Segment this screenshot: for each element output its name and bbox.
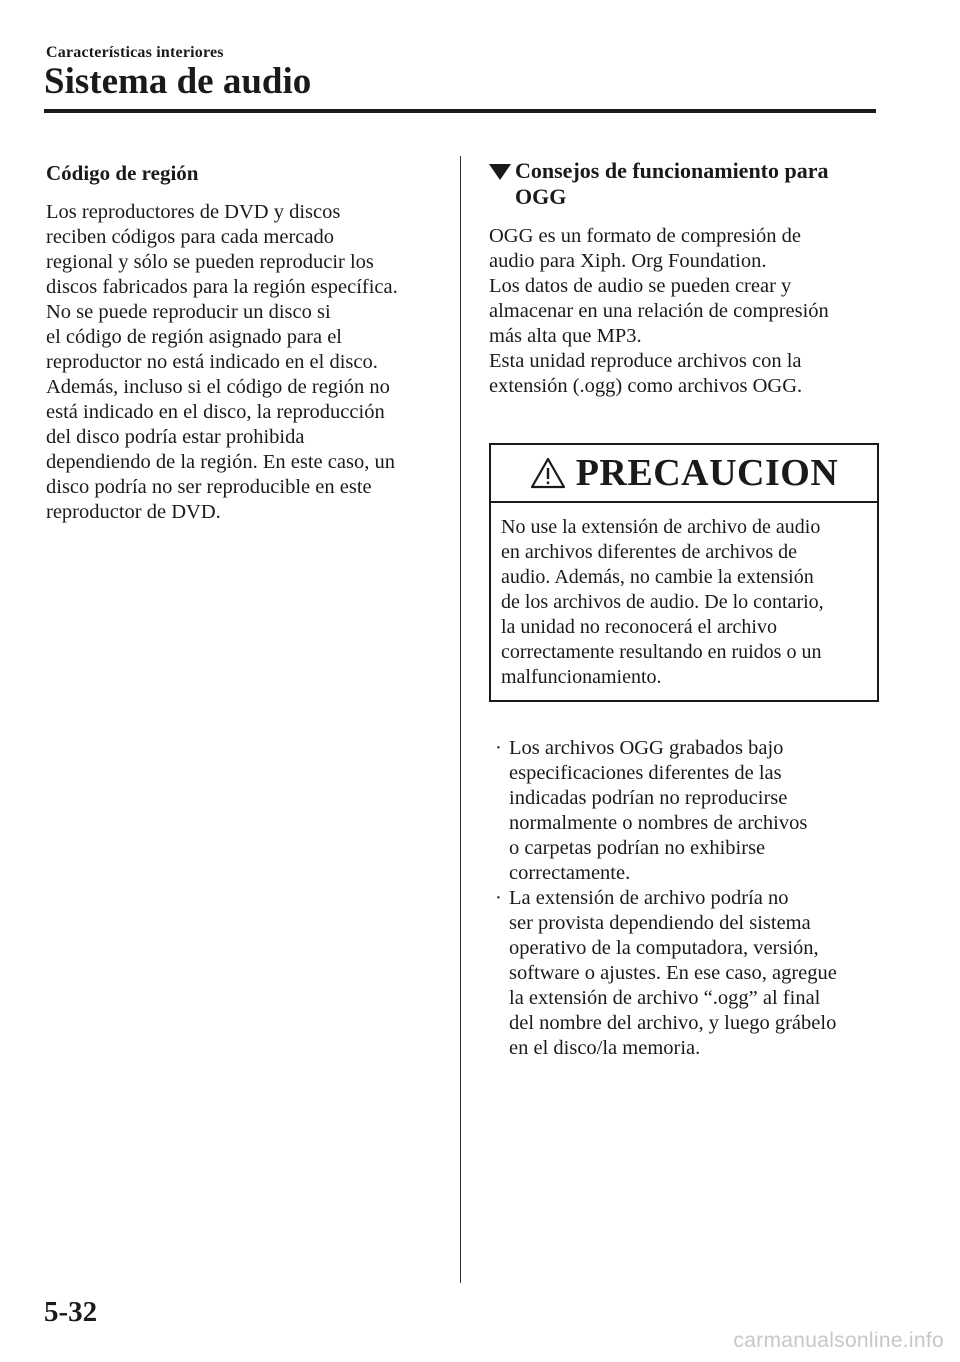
list-item-text: La extensión de archivo podría no ser provista dependiendo del sistema operativo de la computadora, versión, software o ajustes. En ese caso, agregue la extensión de archivo “.ogg” al final del nombre del archivo, y luego grábelo en el disco/la memoria. [509,887,837,1059]
warning-icon [530,457,566,489]
triangle-marker-icon [489,164,511,180]
ogg-tips-heading [489,158,879,210]
caution-box [489,443,879,702]
ogg-notes-list [489,736,879,1061]
title-rule [44,109,876,113]
ogg-intro-paragraph: OGG es un formato de compresión de audio para Xiph. Org Foundation. Los datos de audio se pueden crear y almacenar en una relación de compresión más alta que MP3. Esta unidad reproduce archivos con la extensión (.ogg) como archivos OGG. [489,225,829,397]
section-kicker: Características interiores [46,44,224,61]
caution-title: PRECAUCION [575,452,839,494]
bullet-icon: · [495,887,502,909]
caution-header [491,445,877,503]
right-column [489,158,879,1061]
left-column [46,158,438,525]
page-number: 5-32 [44,1296,98,1328]
watermark: carmanualsonline.info [733,1329,944,1352]
ogg-tips-title: Consejos de funcionamiento para OGG [515,158,829,209]
list-item [489,736,879,886]
region-code-heading: Código de región [46,161,199,185]
bullet-icon: · [495,737,502,759]
caution-text: No use la extensión de archivo de audio en archivos diferentes de archivos de audio. Además, no cambie la extensión de los archivos de audio. De lo contario, la unidad no reconocerá el archivo correctamente resultando en ruidos o un malfuncionamiento. [501,516,824,688]
region-code-paragraph: Los reproductores de DVD y discos reciben códigos para cada mercado regional y sólo se pueden reproducir los discos fabricados para la región específica. No se puede reproducir un disco si el código de región asignado para el reproductor no está indicado en el disco. Además, incluso si el código de región no está indicado en el disco, la reproducción del disco podría estar prohibida dependiendo de la región. En este caso, un disco podría no ser reproducible en este reproductor de DVD. [46,201,398,523]
list-item-text: Los archivos OGG grabados bajo especificaciones diferentes de las indicadas podrían no reproducirse normalmente o nombres de archivos o carpetas podrían no exhibirse correctamente. [509,737,808,884]
column-divider [460,156,461,1283]
page-title: Sistema de audio [44,61,312,102]
list-item [489,886,879,1061]
